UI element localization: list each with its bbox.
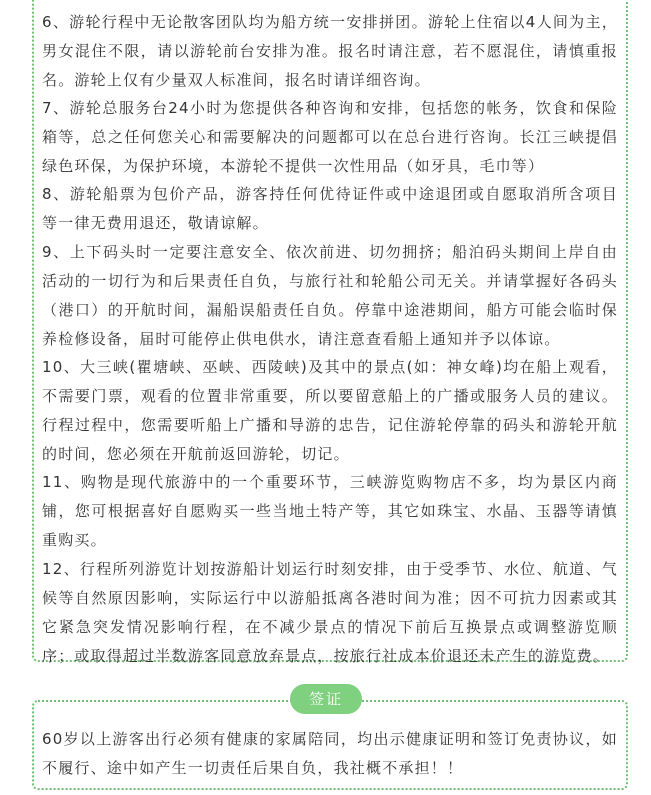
visa-section-badge: 签证 [290, 684, 362, 714]
notice-item-9: 9、上下码头时一定要注意安全、依次前进、切勿拥挤；船泊码头期间上岸自由活动的一切行为和后果责任自负，与旅行社和轮船公司无关。并请掌握好各码头（港口）的开航时间，漏船误船责任自负。停靠中途港期间，船方可能会临时保养检修设备，届时可能停止供电供水，请注意查看船上通知并予以体谅。 [42, 243, 618, 348]
notice-item-11: 11、购物是现代旅游中的一个重要环节，三峡游览购物店不多，均为景区内商铺，您可根据喜好自愿购买一些当地土特产等，其它如珠宝、水晶、玉器等请慎重购买。 [42, 473, 618, 549]
notice-item-7: 7、游轮总服务台24小时为您提供各种咨询和安排，包括您的帐务，饮食和保险箱等，总之任何您关心和需要解决的问题都可以在总台进行咨询。长江三峡提倡绿色环保，为保护环境，本游轮不提供一次性用品（如牙具，毛巾等） [42, 99, 618, 175]
notice-item-6: 6、游轮行程中无论散客团队均为船方统一安排拼团。游轮上住宿以4人间为主，男女混住不限，请以游轮前台安排为准。报名时请注意，若不愿混住，请慎重报名。游轮上仅有少量双人标准间，报名时请详细咨询。 [42, 13, 618, 89]
notice-item-10: 10、大三峡(瞿塘峡、巫峡、西陵峡)及其中的景点(如：神女峰)均在船上观看，不需要门票，观看的位置非常重要，所以要留意船上的广播或服务人员的建议。行程过程中，您需要听船上广播和导游的忠告，记住游轮停靠的码头和游轮开航的时间，您必须在开航前返回游轮，切记。 [42, 358, 618, 463]
visa-notice-text: 60岁以上游客出行必须有健康的家属陪同，均出示健康证明和签订免责协议，如不履行、途中如产生一切责任后果自负，我社概不承担！！ [42, 730, 618, 777]
notice-item-12: 12、行程所列游览计划按游船计划运行时刻安排，由于受季节、水位、航道、气候等自然原因影响，实际运行中以游船抵离各港时间为准；因不可抗力因素或其它紧急突发情况影响行程，在不减少景点的情况下前后互换景点或调整游览顺序；或取得超过半数游客同意放弃景点，按旅行社成本价退还未产生的游览费。 [42, 560, 618, 665]
notice-item-8: 8、游轮船票为包价产品，游客持任何优待证件或中途退团或自愿取消所含项目等一律无费用退还，敬请谅解。 [42, 185, 618, 232]
